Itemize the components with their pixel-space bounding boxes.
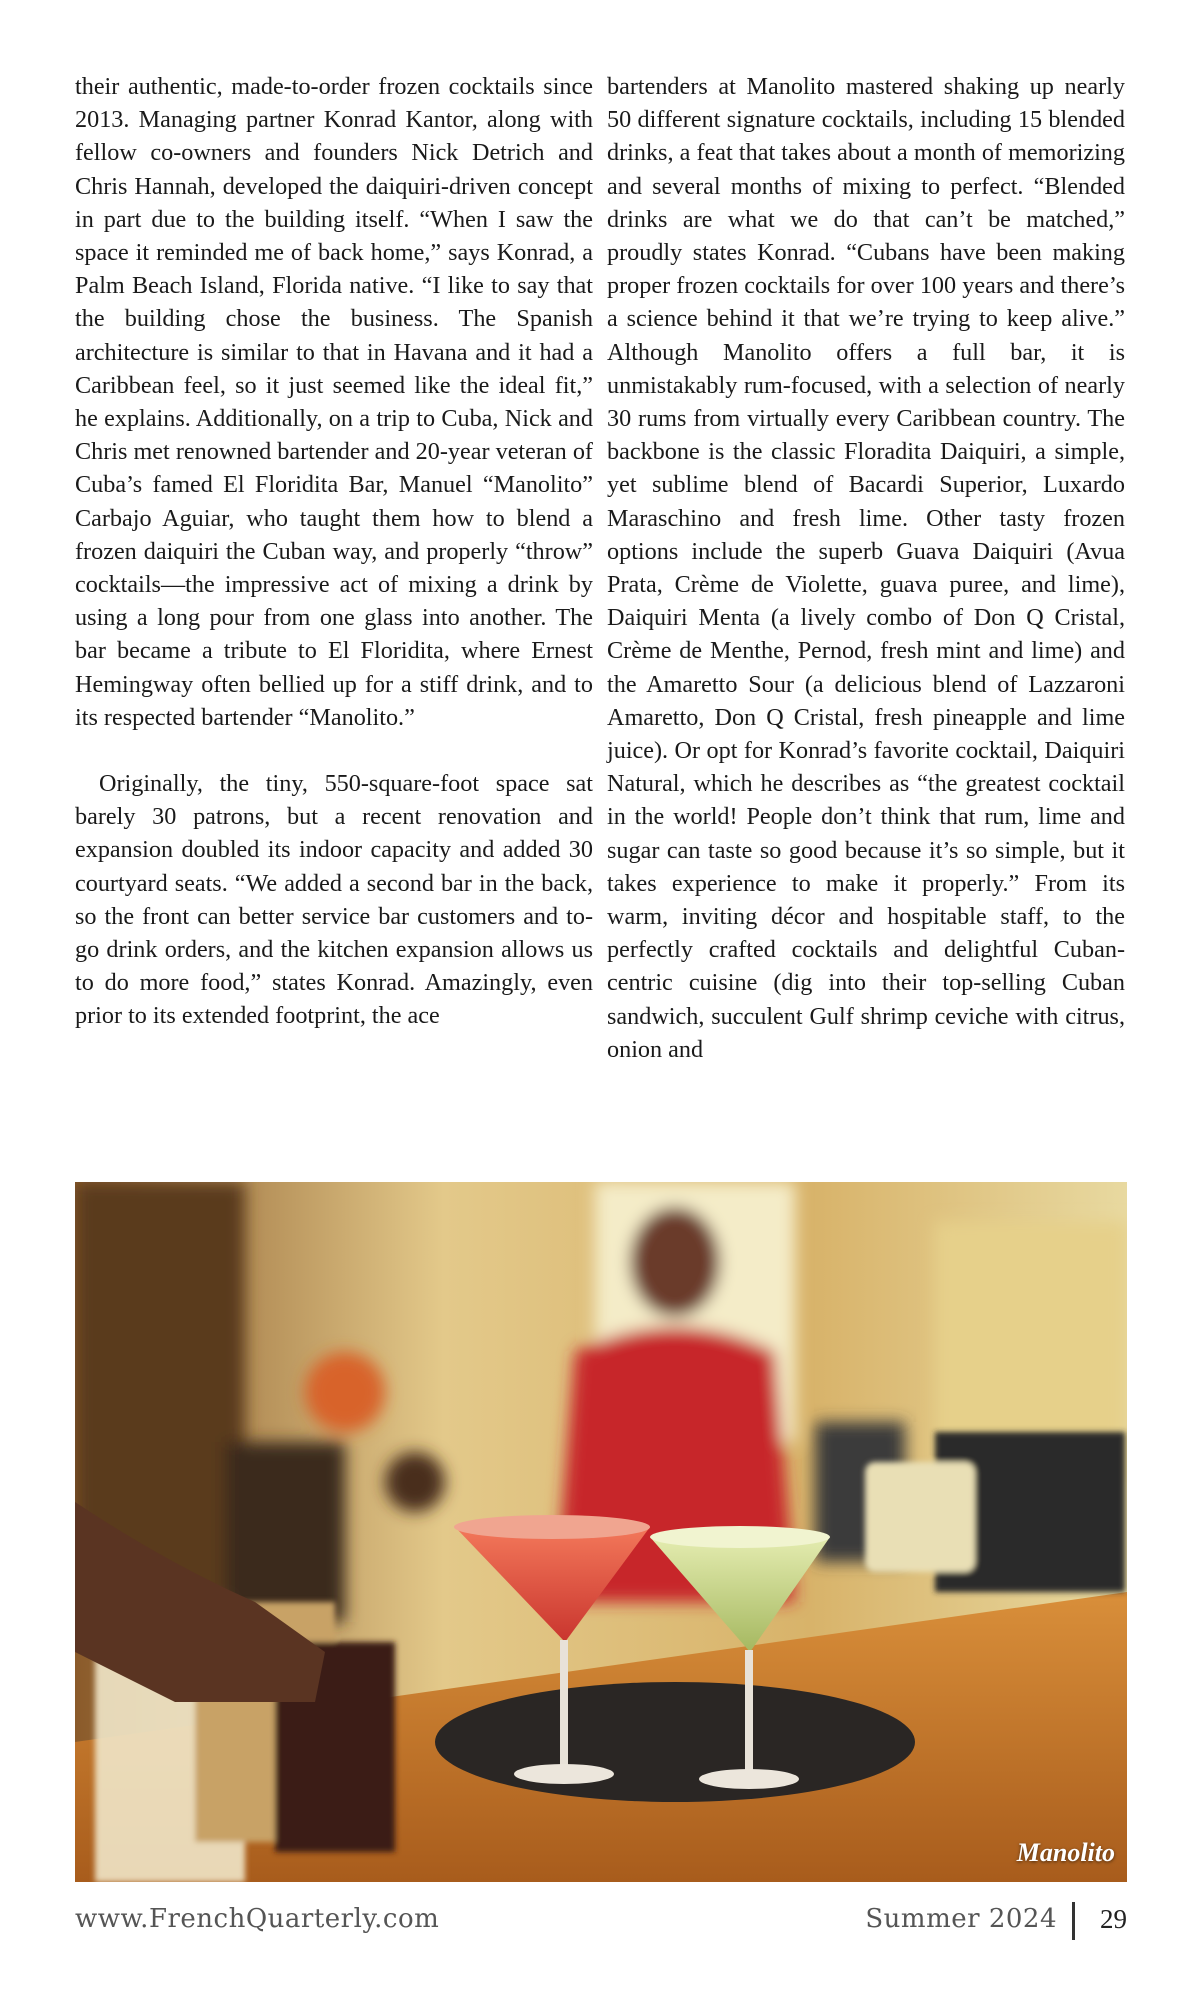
issue-label: Summer 2024 xyxy=(865,1904,1057,1934)
page-number: 29 xyxy=(1100,1904,1127,1934)
article-paragraph: their authentic, made-to-order frozen cocktails since 2013. Managing partner Konrad Kantor, along with fellow co-owners and founders Nick Detrich and Chris Hannah, developed the daiquiri-driven concept in part due to the building itself. “When I saw the space it reminded me of back home,” says Konrad, a Palm Beach Island, Florida native. “I like to say that the building chose the business. The Spanish architecture is similar to that in Havana and it had a Caribbean feel, so it just seemed like the ideal fit,” he explains. Additionally, on a trip to Cuba, Nick and Chris met renowned bartender and 20-year veteran of Cuba’s famed El Floridita Bar, Manuel “Manolito” Carbajo Aguiar, who taught them how to blend a frozen daiquiri the Cuban way, and properly “throw” cocktails—the impressive act of mixing a drink by using a long pour from one glass into another. The bar became a tribute to El Floridita, where Ernest Hemingway often bellied up for a stiff drink, and to its respected bartender “Manolito.” xyxy=(75,73,593,731)
photo-caption: Manolito xyxy=(1016,1838,1115,1867)
page-footer xyxy=(75,1900,1127,1940)
cocktail-photo-illustration xyxy=(75,1182,1127,1882)
website-url[interactable]: www.FrenchQuarterly.com xyxy=(75,1904,440,1934)
article-paragraph: Originally, the tiny, 550-square-foot space sat barely 30 patrons, but a recent renovation and expansion doubled its indoor capacity and added 30 courtyard seats. “We added a second bar in the back, so the front can better service bar customers and to-go drink orders, and the kitchen expansion allows us to do more food,” states Konrad. Amazingly, even prior to its extended footprint, the ace xyxy=(75,770,593,1030)
article-body xyxy=(75,70,1125,1066)
article-paragraph: bartenders at Manolito mastered shaking up nearly 50 different signature cocktails, including 15 blended drinks, a feat that takes about a month of memorizing and several months of mixing to perfect. “Blended drinks are what we do that can’t be matched,” proudly states Konrad. “Cubans have been making proper frozen cocktails for over 100 years and there’s a science behind it that we’re trying to keep alive.” Although Manolito offers a full bar, it is unmistakably rum-focused, with a selection of nearly 30 rums from virtually every Caribbean country. The backbone is the classic Floradita Daiquiri, a simple, yet sublime blend of Bacardi Superior, Luxardo Maraschino and fresh lime. Other tasty frozen options include the superb Guava Daiquiri (Avua Prata, Crème de Violette, guava puree, and lime), Daiquiri Menta (a lively combo of Don Q Cristal, Crème de Menthe, Pernod, fresh mint and lime) and the Amaretto Sour (a delicious blend of Lazzaroni Amaretto, Don Q Cristal, fresh pineapple and lime juice). Or opt for Konrad’s favorite cocktail, Daiquiri Natural, which he describes as “the greatest cocktail in the world! People don’t think that rum, lime and sugar can taste so good because it’s so simple, but it takes experience to make it properly.” From its warm, inviting décor and hospitable staff, to the perfectly crafted cocktails and delightful Cuban-centric cuisine (dig into their top-selling Cuban sandwich, succulent Gulf shrimp ceviche with citrus, onion and xyxy=(607,73,1125,1063)
cocktail-photo xyxy=(75,1182,1127,1882)
article-column-left xyxy=(75,70,593,1066)
article-column-right xyxy=(607,70,1125,1066)
footer-divider xyxy=(1072,1902,1075,1940)
